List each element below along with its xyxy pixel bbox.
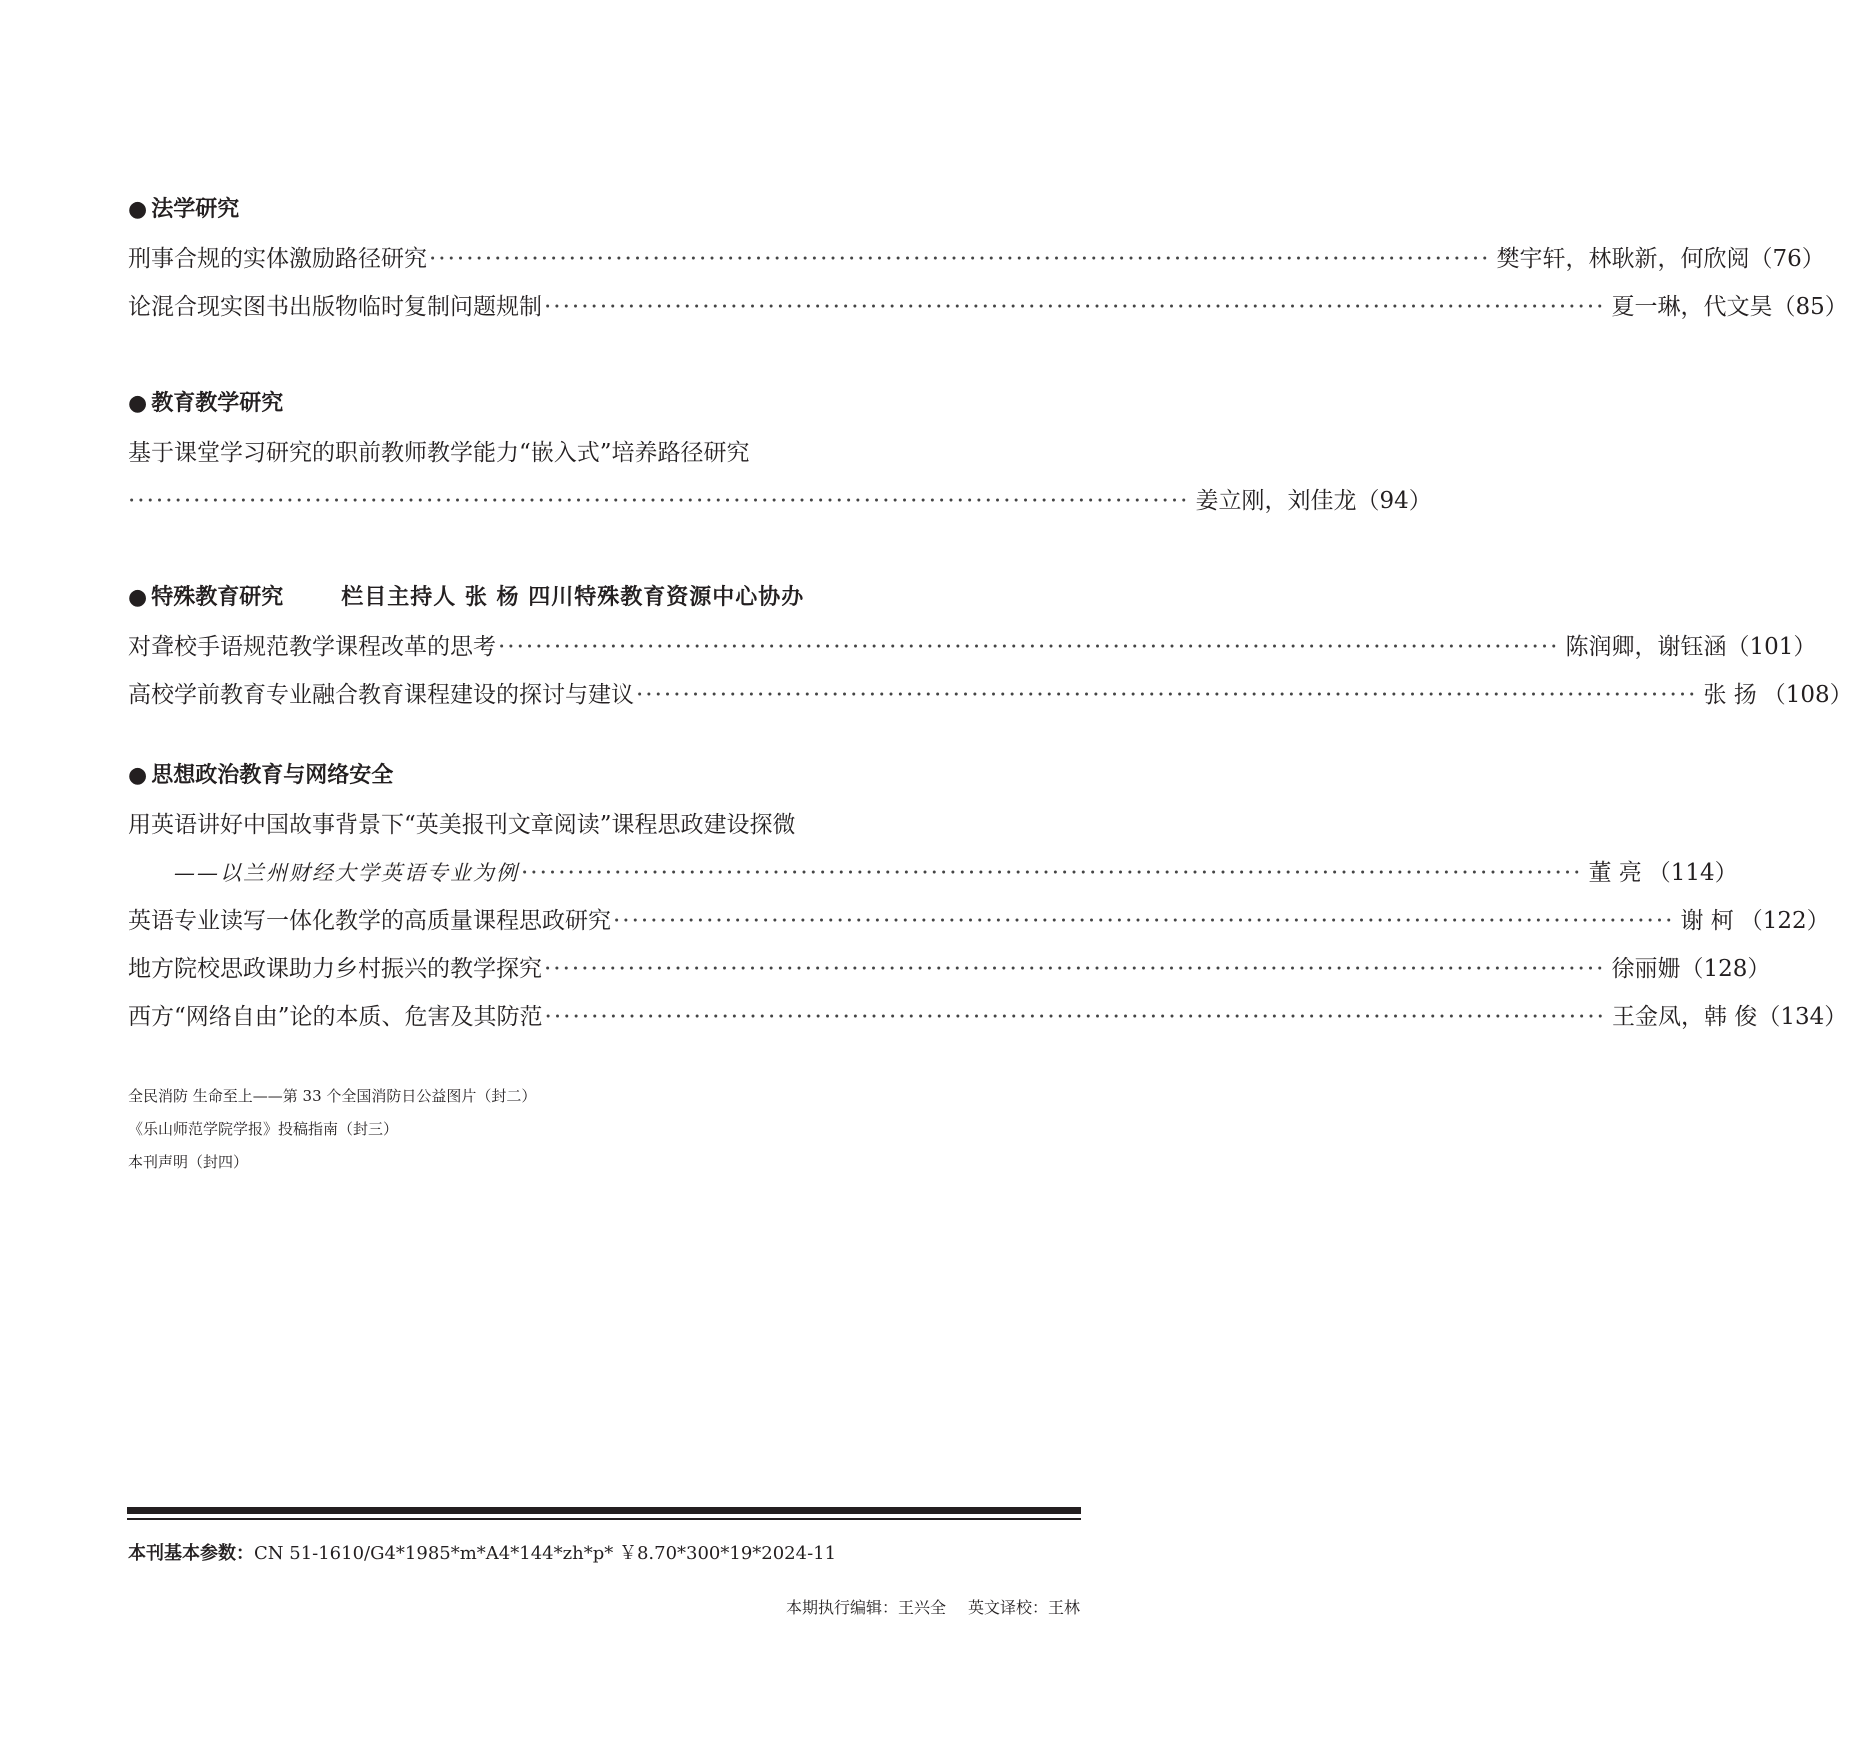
entry-title: 基于课堂学习研究的职前教师教学能力“嵌入式”培养路径研究 <box>128 440 750 466</box>
column-host-note: 栏目主持人 张 杨 四川特殊教育资源中心协办 <box>341 585 805 610</box>
entry-title: 英语专业读写一体化教学的高质量课程思政研究 <box>128 908 611 934</box>
params-value: CN 51-1610/G4*1985*m*A4*144*zh*p* ￥8.70*300*19*2024-11 <box>254 1543 837 1564</box>
toc-entry <box>128 291 1848 323</box>
leader-dots: ·················································································································· <box>636 682 1698 708</box>
journal-parameters <box>128 1542 836 1566</box>
entry-authors: 王金凤，韩 俊 <box>1612 1004 1758 1030</box>
cover-note: 本刊声明（封四） <box>128 1153 249 1171</box>
toc-entry-title-line <box>128 809 1080 841</box>
entry-title: 高校学前教育专业融合教育课程建设的探讨与建议 <box>128 682 634 708</box>
entry-title: 地方院校思政课助力乡村振兴的教学探究 <box>128 956 542 982</box>
entry-title: 用英语讲好中国故事背景下“英美报刊文章阅读”课程思政建设探微 <box>128 812 796 838</box>
footer-rule-thick <box>127 1507 1081 1514</box>
footer-rule-thin <box>127 1518 1081 1520</box>
leader-dots: ·················································································································· <box>544 956 1606 982</box>
leader-dots: ·················································································································· <box>544 1004 1606 1030</box>
section-heading-law: ● 法学研究 <box>128 197 240 222</box>
leader-dots: ·················································································································· <box>544 294 1606 320</box>
executive-editor: 本期执行编辑：王兴全 <box>785 1598 946 1617</box>
toc-entry <box>128 243 1825 275</box>
entry-authors: 张 扬 <box>1703 682 1757 708</box>
entry-authors: 姜立刚，刘佳龙 <box>1195 488 1357 514</box>
entry-authors: 谢 柯 <box>1680 908 1734 934</box>
entry-page: （134） <box>1757 1004 1848 1030</box>
toc-entry <box>128 953 1771 985</box>
cover-note: 《乐山师范学院学报》投稿指南（封三） <box>128 1120 399 1138</box>
leader-dots: ·················································································································· <box>429 246 1491 272</box>
entry-title: 对聋校手语规范教学课程改革的思考 <box>128 634 496 660</box>
entry-page: （108） <box>1762 682 1853 708</box>
leader-dots: ·················································································································· <box>521 860 1583 886</box>
bullet-icon: ● <box>128 391 148 416</box>
entry-page: （85） <box>1772 294 1848 320</box>
bullet-icon: ● <box>128 585 148 610</box>
toc-entry <box>174 857 1738 889</box>
bullet-icon: ● <box>128 763 148 788</box>
entry-page: （114） <box>1647 860 1738 886</box>
bullet-icon: ● <box>128 197 148 222</box>
entry-title: 刑事合规的实体激励路径研究 <box>128 246 427 272</box>
entry-page: （122） <box>1739 908 1830 934</box>
toc-entry <box>128 679 1853 711</box>
entry-title: 论混合现实图书出版物临时复制问题规制 <box>128 294 542 320</box>
entry-title: 西方“网络自由”论的本质、危害及其防范 <box>128 1004 543 1030</box>
toc-entry <box>128 905 1830 937</box>
toc-entry <box>128 485 1432 517</box>
leader-dots: ·················································································································· <box>128 488 1190 514</box>
leader-dots: ·················································································································· <box>498 634 1560 660</box>
entry-authors: 徐丽姗 <box>1611 956 1681 982</box>
cover-note: 全民消防 生命至上——第 33 个全国消防日公益图片（封二） <box>128 1087 537 1105</box>
section-heading-ideology-security: ● 思想政治教育与网络安全 <box>128 763 394 788</box>
section-heading-special-education: ● 特殊教育研究 栏目主持人 张 杨 四川特殊教育资源中心协办 <box>128 585 805 610</box>
entry-authors: 樊宇轩，林耿新，何欣阅 <box>1496 246 1750 272</box>
entry-subtitle: ——以兰州财经大学英语专业为例 <box>174 861 519 885</box>
entry-page: （101） <box>1726 634 1817 660</box>
entry-page: （94） <box>1356 488 1432 514</box>
entry-authors: 董 亮 <box>1588 860 1642 886</box>
english-translator: 英文译校：王林 <box>967 1598 1080 1617</box>
params-label: 本刊基本参数： <box>128 1543 254 1564</box>
leader-dots: ·················································································································· <box>613 908 1675 934</box>
entry-page: （76） <box>1749 246 1825 272</box>
entry-page: （128） <box>1680 956 1771 982</box>
toc-entry <box>128 631 1817 663</box>
entry-authors: 夏一琳，代文昊 <box>1611 294 1773 320</box>
entry-authors: 陈润卿，谢钰涵 <box>1565 634 1727 660</box>
toc-entry <box>128 1001 1848 1033</box>
toc-entry-title-line <box>128 437 1080 469</box>
editors-credit <box>786 1597 1080 1619</box>
section-heading-education: ● 教育教学研究 <box>128 391 284 416</box>
